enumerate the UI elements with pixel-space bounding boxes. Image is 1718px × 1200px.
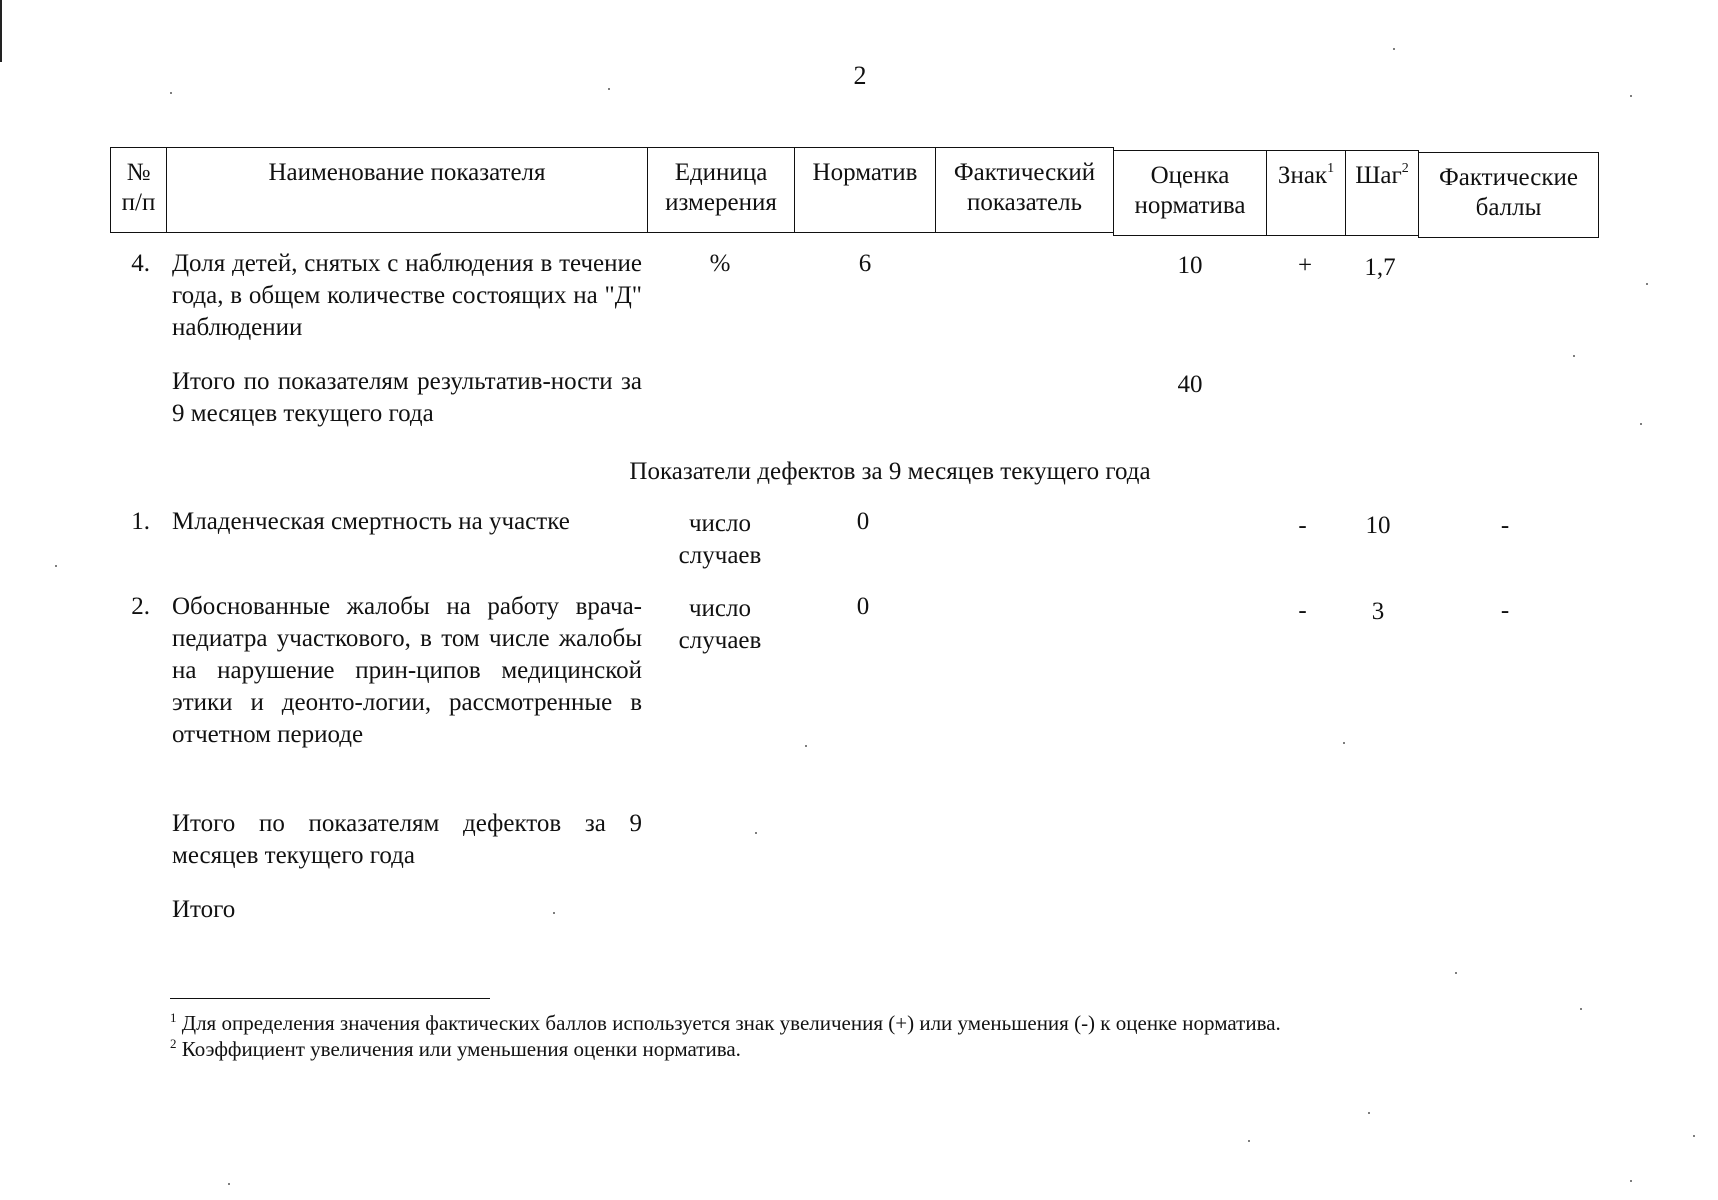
header-points: Фактические баллы: [1418, 152, 1599, 238]
total-defects-label: Итого по показателям дефектов за 9 месяцев текущего года: [172, 810, 642, 869]
scan-speck: [1368, 1112, 1370, 1114]
row4-unit: %: [709, 250, 731, 277]
row4-sign: +: [1297, 252, 1313, 279]
scan-speck: [1393, 48, 1395, 50]
header-num: № п/п: [110, 147, 167, 233]
defect1-sign: -: [1298, 512, 1307, 539]
header-sign-footnote-mark: 1: [1327, 160, 1335, 176]
defect1-norm: 0: [856, 508, 870, 535]
section-title-defects: Показатели дефектов за 9 месяцев текущего года: [629, 458, 1151, 485]
scan-speck: [1630, 95, 1632, 97]
scan-speck: [805, 745, 807, 747]
defect2-name: Обоснованные жалобы на работу врача-педиатра участкового, в том числе жалобы на нарушение прин-ципов медицинской этики и деонто-логии, рассмотренные в отчетном периоде: [172, 593, 642, 748]
scan-speck: [1343, 742, 1345, 744]
defect1-points: -: [1500, 512, 1510, 539]
defect2-sign: -: [1298, 597, 1307, 624]
header-assessment: Оценка норматива: [1113, 150, 1267, 236]
footnote-2-text: Коэффициент увеличения или уменьшения оценки норматива.: [181, 1037, 741, 1061]
grand-total-label: Итого: [172, 896, 236, 923]
defect2-num: 2.: [131, 593, 150, 620]
scan-speck: [1640, 423, 1642, 425]
scan-speck: [1630, 1180, 1632, 1182]
header-step-footnote-mark: 2: [1401, 160, 1409, 176]
defect2-points: -: [1500, 597, 1510, 624]
row4-name: Доля детей, снятых с наблюдения в течение года, в общем количестве состоящих на "Д" наблюдении: [172, 250, 642, 341]
defect1-name: Младенческая смертность на участке: [172, 508, 570, 535]
footnote-1-mark: 1: [170, 1010, 177, 1025]
footnote-2: [170, 1032, 1590, 1061]
scan-speck: [1248, 1140, 1250, 1142]
scan-speck: [553, 912, 555, 914]
scan-speck: [170, 92, 172, 94]
page-number: 2: [853, 61, 867, 90]
scan-speck: [228, 1183, 230, 1185]
scan-speck: [1580, 1008, 1582, 1010]
defect2-norm: 0: [856, 593, 870, 620]
scan-speck: [1455, 972, 1457, 974]
header-sign-label: Знак: [1277, 162, 1328, 189]
defect1-step: 10: [1365, 512, 1391, 539]
header-norm: Норматив: [794, 147, 936, 233]
scan-speck: [1646, 283, 1648, 285]
total-performance-assessment: 40: [1177, 371, 1203, 398]
defect1-num: 1.: [131, 508, 150, 535]
header-sign: [1266, 150, 1346, 236]
defect1-unit: число случаев: [678, 510, 762, 569]
header-name: Наименование показателя: [166, 147, 648, 233]
defect2-step: 3: [1371, 598, 1385, 625]
footnote-2-mark: 2: [170, 1036, 177, 1051]
scan-speck: [55, 565, 57, 567]
total-performance-label: Итого по показателям результатив-ности за 9 месяцев текущего года: [172, 368, 642, 427]
row4-step: 1,7: [1364, 254, 1396, 281]
row4-assessment: 10: [1177, 252, 1203, 279]
footnote-1: [170, 1006, 1590, 1035]
scan-speck: [1573, 355, 1575, 357]
header-step: [1345, 150, 1419, 236]
footnote-separator: [170, 998, 490, 999]
scan-speck: [608, 88, 610, 90]
row4-norm: 6: [858, 250, 872, 277]
header-step-label: Шаг: [1355, 162, 1402, 189]
header-unit: Единица измерения: [647, 147, 795, 233]
scan-speck: [755, 832, 757, 834]
scan-edge: [0, 0, 2, 62]
defect2-unit: число случаев: [678, 595, 762, 654]
row4-num: 4.: [131, 250, 150, 277]
header-actual: Фактический показатель: [935, 147, 1114, 233]
scan-speck: [1693, 1135, 1695, 1137]
footnote-1-text: Для определения значения фактических баллов используется знак увеличения (+) или уменьшения (-) к оценке норматива.: [181, 1011, 1281, 1035]
